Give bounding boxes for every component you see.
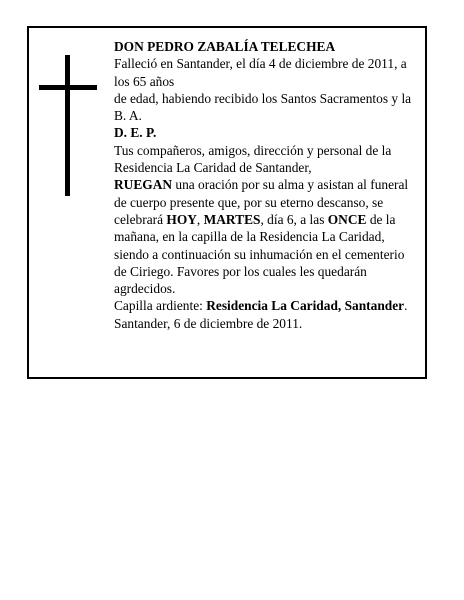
request-text-3: de la mañana, en la capilla de la Residencia La Caridad, siendo a continuación su inhumación en el cementerio de Ciriego. Favores por los cuales les quedarán agrdecidos. bbox=[114, 211, 405, 297]
ruegan-word: RUEGAN bbox=[114, 177, 173, 193]
request-text-1: una oración por su alma y asistan al funeral de cuerpo presente que, por su eterno descanso, se celebrará bbox=[114, 177, 409, 227]
closing-line: Santander, 6 de diciembre de 2011. bbox=[114, 315, 303, 331]
capilla-line bbox=[114, 297, 419, 314]
hoy-word: HOY bbox=[166, 211, 197, 227]
death-line: Falleció en Santander, el día 4 de diciembre de 2011, a los 65 años bbox=[114, 56, 407, 89]
cross-icon bbox=[65, 55, 70, 196]
request-text-2: , día 6, a las bbox=[260, 211, 328, 227]
mourners-line: Tus compañeros, amigos, dirección y personal de la Residencia La Caridad de Santander, bbox=[114, 142, 392, 176]
request-comma: , bbox=[196, 211, 204, 227]
martes-word: MARTES bbox=[203, 211, 261, 227]
once-word: ONCE bbox=[327, 211, 367, 227]
request-paragraph bbox=[114, 176, 419, 297]
capilla-end: . bbox=[404, 298, 408, 314]
cross-icon-bar bbox=[39, 85, 97, 90]
sacraments-line: de edad, habiendo recibido los Santos Sacramentos y la B. A. bbox=[114, 90, 412, 124]
dep-line: D. E. P. bbox=[114, 125, 157, 141]
capilla-value: Residencia La Caridad, Santander bbox=[206, 298, 405, 314]
deceased-name: DON PEDRO ZABALÍA TELECHEA bbox=[114, 39, 336, 54]
obituary-text bbox=[114, 38, 419, 332]
capilla-label: Capilla ardiente: bbox=[114, 298, 207, 314]
